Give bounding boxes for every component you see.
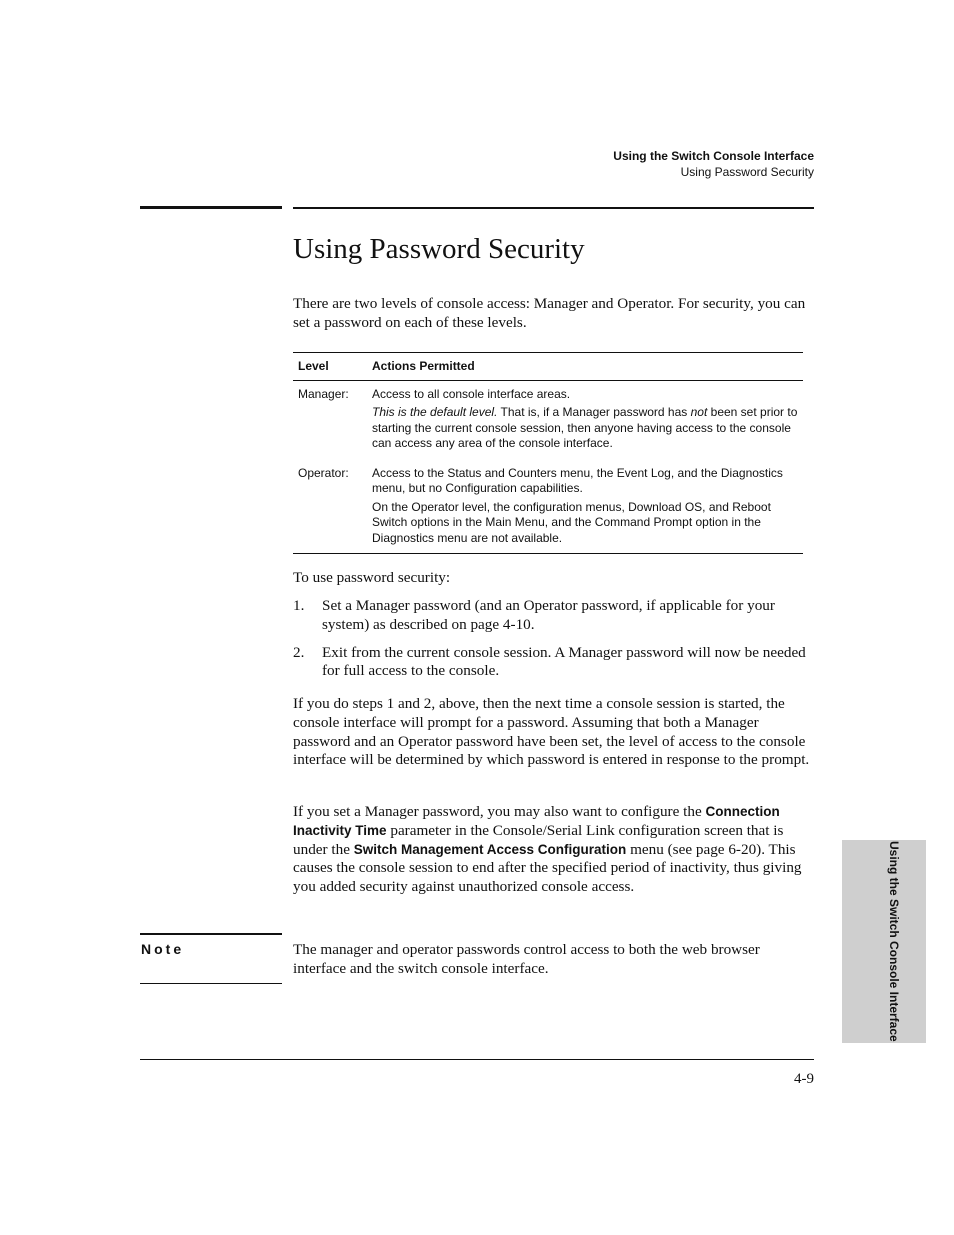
to-use-paragraph: To use password security: bbox=[293, 569, 451, 586]
access-levels-table bbox=[293, 352, 803, 554]
intro-paragraph: There are two levels of console access: Manager and Operator. For security, you can set a password on each of these levels. bbox=[293, 295, 806, 331]
page-number: 4-9 bbox=[794, 1071, 814, 1087]
step-text: Set a Manager password (and an Operator password, if applicable for your system) as described on page 4-10. bbox=[322, 597, 775, 633]
step-number: 1. bbox=[293, 597, 305, 614]
page-title: Using Password Security bbox=[293, 233, 585, 265]
running-head-section: Using Password Security bbox=[680, 165, 814, 179]
steps-explanation-paragraph: If you do steps 1 and 2, above, then the next time a console session is started, the console interface will prompt for a password. Assuming that both a Manager password and an Operator password have been set, the level of access to the console interface will be determined by which password is entered in response to the prompt. bbox=[293, 695, 810, 769]
table-header-actions: Actions Permitted bbox=[367, 353, 803, 381]
inactivity-text-e: menu (see page 6-20). This causes the console session to end after the specified period of inactivity, thus giving you added security against unauthorized console access. bbox=[293, 840, 802, 896]
operator-actions-line1: Access to the Status and Counters menu, the Event Log, and the Diagnostics menu, but no Configuration capabilities. bbox=[372, 465, 783, 495]
running-head-chapter: Using the Switch Console Interface bbox=[613, 149, 814, 163]
table-cell-level: Manager: bbox=[298, 386, 349, 401]
manager-actions-line1: Access to all console interface areas. bbox=[372, 386, 571, 401]
not-italic: not bbox=[690, 405, 708, 419]
inactivity-paragraph bbox=[293, 803, 815, 897]
note-label: Note bbox=[141, 941, 185, 957]
inactivity-text-c: parameter in the Console/Serial Link configuration screen that is under the bbox=[293, 821, 784, 858]
table-header-level: Level bbox=[293, 353, 367, 381]
table-header-row bbox=[293, 353, 803, 381]
table-cell-actions bbox=[367, 466, 803, 554]
side-tab-label: Using the Switch Console Interface bbox=[887, 841, 901, 1042]
table-row-operator bbox=[293, 466, 803, 554]
step-text: Exit from the current console session. A Manager password will now be needed for full access to the console. bbox=[322, 643, 806, 680]
default-level-italic: This is the default level. bbox=[372, 405, 498, 419]
header-rule-main bbox=[293, 207, 814, 209]
switch-management-access-label: Switch Management Access Configuration bbox=[353, 841, 627, 857]
connection-inactivity-time-label: Connection Inactivity Time bbox=[293, 804, 780, 838]
table-cell-actions bbox=[367, 380, 803, 466]
steps-list bbox=[293, 597, 815, 690]
operator-actions-line2: On the Operator level, the configuration menus, Download OS, and Reboot Switch options in the Main Menu, and the Command Prompt option in the Diagnostics menu are not available. bbox=[372, 499, 771, 545]
list-item bbox=[293, 644, 815, 682]
list-item bbox=[293, 597, 815, 635]
note-text: The manager and operator passwords control access to both the web browser interface and the switch console interface. bbox=[293, 941, 760, 977]
manager-actions-line2 bbox=[372, 405, 798, 452]
table-cell-level: Operator: bbox=[293, 466, 367, 554]
footer-rule bbox=[140, 1059, 814, 1060]
side-tab-label-wrap bbox=[842, 840, 926, 1043]
header-rule-left bbox=[140, 206, 282, 209]
step-number: 2. bbox=[293, 643, 305, 661]
running-head bbox=[613, 148, 814, 180]
inactivity-text-a: If you set a Manager password, you may also want to configure the bbox=[293, 803, 706, 820]
note-rule-bottom bbox=[140, 983, 282, 984]
manager-text-b: been set prior to starting the current console session, then anyone having access to the console can access any area of the console interface. bbox=[372, 405, 798, 450]
note-rule-top bbox=[140, 933, 282, 935]
table-row-manager bbox=[293, 380, 803, 466]
manager-text-a: That is, if a Manager password has bbox=[497, 405, 691, 419]
